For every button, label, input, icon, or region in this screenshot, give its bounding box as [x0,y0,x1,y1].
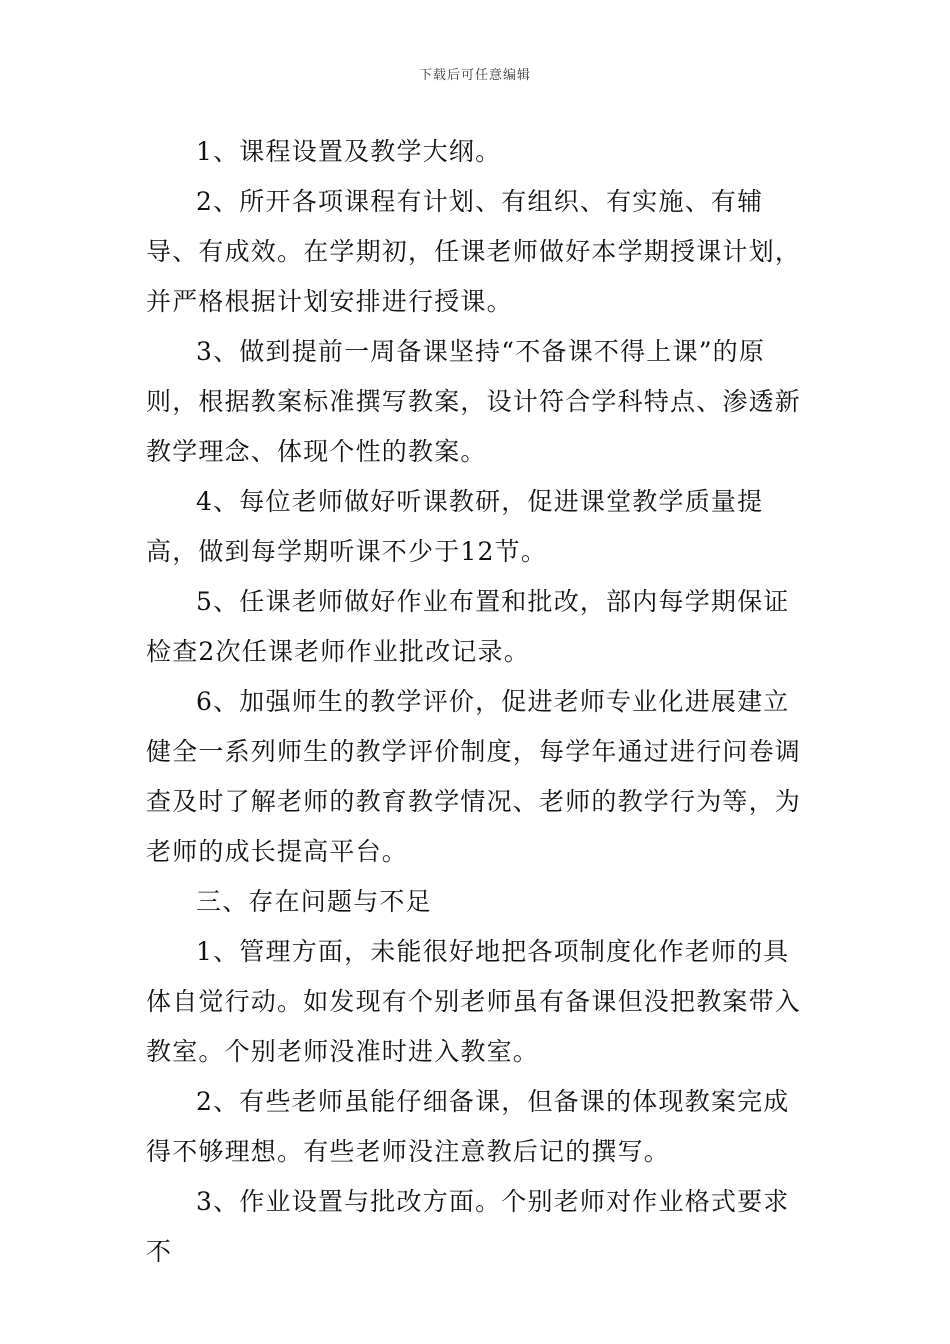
paragraph: 3、作业设置与批改方面。个别老师对作业格式要求不 [146,1187,790,1266]
paragraph: 2、有些老师虽能仔细备课，但备课的体现教案完成得不够理想。有些老师没注意教后记的撰写。 [146,1087,790,1166]
page-header: 下载后可任意编辑 [418,68,531,83]
paragraph: 3、做到提前一周备课坚持“不备课不得上课”的原则，根据教案标准撰写教案，设计符合学科特点、渗透新教学理念、体现个性的教案。 [146,337,802,466]
paragraph: 5、任课老师做好作业布置和批改，部内每学期保证检查2次任课老师作业批改记录。 [146,587,790,666]
paragraph: 1、课程设置及教学大纲。 [196,137,502,166]
paragraph: 4、每位老师做好听课教研，促进课堂教学质量提高，做到每学期听课不少于12节。 [146,487,764,566]
paragraph: 6、加强师生的教学评价，促进老师专业化进展建立健全一系列师生的教学评价制度，每学年通过进行问卷调查及时了解老师的教育教学情况、老师的教学行为等，为老师的成长提高平台。 [146,687,802,866]
section-heading: 三、存在问题与不足 [196,887,432,916]
paragraph: 1、管理方面，未能很好地把各项制度化作老师的具体自觉行动。如发现有个别老师虽有备课但没把教案带入教室。个别老师没准时进入教室。 [146,937,802,1066]
document-body [146,127,814,1277]
paragraph: 2、所开各项课程有计划、有组织、有实施、有辅导、有成效。在学期初，任课老师做好本学期授课计划，并严格根据计划安排进行授课。 [146,187,802,316]
